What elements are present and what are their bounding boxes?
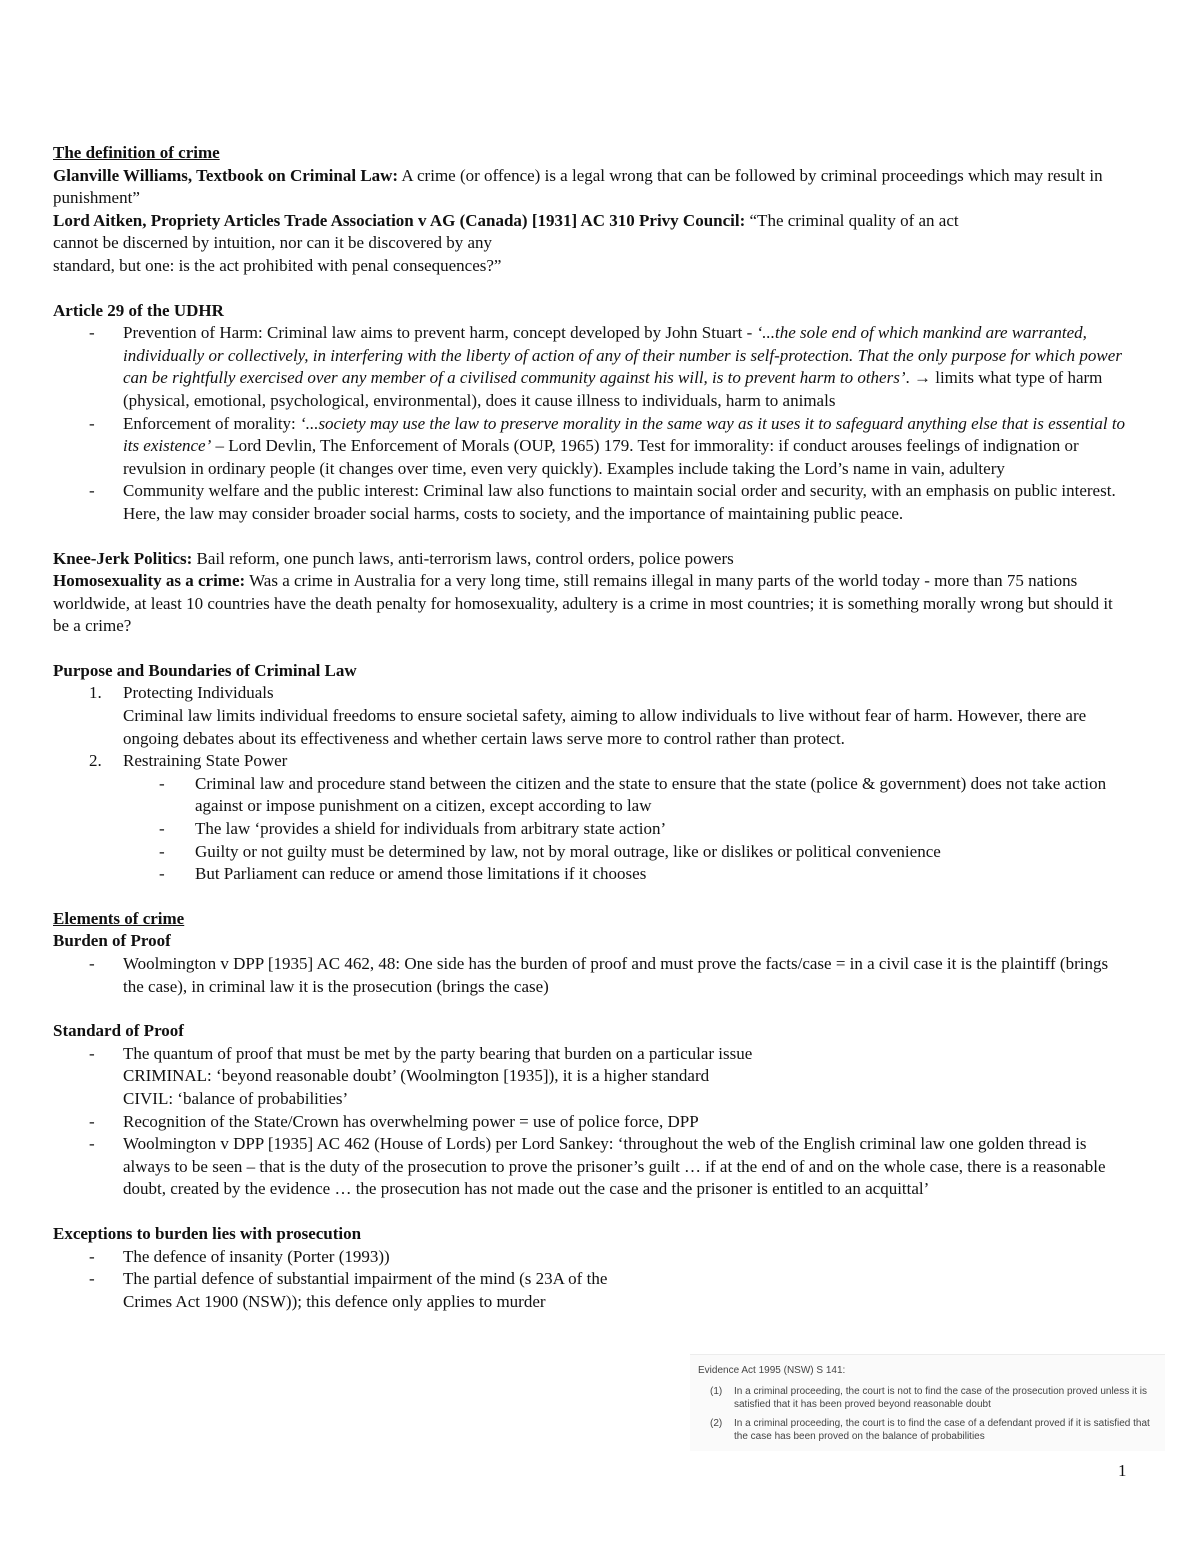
- udhr-item2-text: Enforcement of morality:: [123, 413, 301, 433]
- standard-item1-line3: CIVIL: ‘balance of probabilities’: [123, 1088, 349, 1108]
- list-item: - The law ‘provides a shield for individuals from arbitrary state action’: [53, 818, 1133, 841]
- devlin-quote: ‘...society may use the law to preserve morality in the same way as it uses it to safeguard anything else that is essential to its existence’: [123, 413, 1126, 456]
- list-item: [53, 1043, 1133, 1111]
- list-item: - The defence of insanity (Porter (1993)): [53, 1246, 653, 1269]
- homosexuality-text: Was a crime in Australia for a very long time, still remains illegal in many parts of the world today - more than 75 nations worldwide, at least 10 countries have the death penalty for homosexuality, adultery is a crime in most countries; it is something morally wrong but should it be a crime?: [53, 571, 1113, 636]
- definition-heading: The definition of crime: [53, 143, 220, 162]
- list-item: - The partial defence of substantial impairment of the mind (s 23A of the Crimes Act 1900 (NSW)); this defence only applies to murder: [53, 1268, 653, 1313]
- aitken-line3: standard, but one: is the act prohibited with penal consequences?”: [53, 255, 502, 275]
- purpose-item1-title: Protecting Individuals: [123, 683, 274, 703]
- udhr-item1-note: . → limits what type of harm (physical, emotional, psychological, environmental), does it cause illness to individuals, harm to animals: [123, 368, 1103, 410]
- evidence-item-text: In a criminal proceeding, the court is to find the case of a defendant proved if it is satisfied that the case has been proved on the balance of probabilities: [734, 1418, 1150, 1442]
- list-item: - Recognition of the State/Crown has overwhelming power = use of police force, DPP: [53, 1111, 1133, 1134]
- aitken-label: Lord Aitken, Propriety Articles Trade Association v AG (Canada) [1931] AC 310 Privy Council:: [53, 210, 746, 230]
- list-item: [53, 322, 1133, 412]
- glanville-text: A crime (or offence) is a legal wrong that can be followed by criminal proceedings which may result in punishment”: [53, 165, 1103, 208]
- page-number: 1: [1118, 1461, 1127, 1480]
- list-item: - But Parliament can reduce or amend those limitations if it chooses: [53, 863, 1133, 886]
- state-power-sublist: [53, 773, 1133, 886]
- udhr-heading: Article 29 of the UDHR: [53, 300, 224, 320]
- list-number: 2.: [89, 751, 102, 771]
- list-item: [53, 750, 1133, 886]
- purpose-heading: Purpose and Boundaries of Criminal Law: [53, 660, 357, 680]
- evidence-item-text: In a criminal proceeding, the court is not to find the case of the prosecution proved unless it is satisfied that it has been proved beyond reasonable doubt: [734, 1386, 1148, 1410]
- burden-list: [53, 953, 1133, 998]
- elements-heading: Elements of crime: [53, 908, 185, 928]
- evidence-item-number: (2): [710, 1418, 723, 1429]
- aitken-line1: “The criminal quality of an act: [745, 210, 959, 230]
- list-item: - Criminal law and procedure stand between the citizen and the state to ensure that the state (police & government) does not take action against or impose punishment on a citizen, except according to law: [53, 773, 1133, 818]
- list-item: [53, 682, 1133, 750]
- purpose-list: [53, 682, 1133, 885]
- burden-heading: Burden of Proof: [53, 931, 171, 951]
- standard-item1-line1: The quantum of proof that must be met by the party bearing that burden on a particular issue: [123, 1043, 753, 1063]
- mill-quote: ‘...the sole end of which mankind are warranted, individually or collectively, in interfering with the liberty of action of any of their number is self-protection. That the only purpose for which power can be rightfully exercised over any member of a civilised community against his will, is to prevent harm to others’: [123, 323, 1122, 388]
- purpose-item2-title: Restraining State Power: [123, 751, 288, 771]
- udhr-item2-note: – Lord Devlin, The Enforcement of Morals (OUP, 1965) 179. Test for immorality: if conduct arouses feelings of indignation or revulsion in ordinary people (it changes over time, even very quickly). Examples include taking the Lord’s name in vain, adultery: [123, 436, 1079, 478]
- list-number: 1.: [89, 683, 102, 703]
- knee-jerk-label: Knee-Jerk Politics:: [53, 548, 193, 568]
- exceptions-list: [53, 1246, 653, 1314]
- udhr-list: [53, 322, 1133, 525]
- standard-item1-line2: CRIMINAL: ‘beyond reasonable doubt’ (Woolmington [1935]), it is a higher standard: [123, 1066, 710, 1086]
- glanville-label: Glanville Williams, Textbook on Criminal Law:: [53, 165, 399, 185]
- homosexuality-label: Homosexuality as a crime:: [53, 571, 246, 591]
- list-item: - Woolmington v DPP [1935] AC 462 (House of Lords) per Lord Sankey: ‘throughout the web of the English criminal law one golden thread is always to be seen – that is the duty of the prosecution to prove the prisoner’s guilt … if at the end of and on the whole case, there is a reasonable doubt, created by the evidence … the prosecution has not made out the case and the prisoner is entitled to an acquittal’: [53, 1133, 1133, 1201]
- list-item: - Woolmington v DPP [1935] AC 462, 48: One side has the burden of proof and must prove the facts/case = in a civil case it is the plaintiff (brings the case), in criminal law it is the prosecution (brings the case): [53, 953, 1133, 998]
- evidence-act-excerpt-image: [690, 1354, 1165, 1451]
- purpose-item1-body: Criminal law limits individual freedoms to ensure societal safety, aiming to allow individuals to live without fear of harm. However, there are ongoing debates about its effectiveness and whether certain laws serve more to control rather than protect.: [123, 706, 1087, 748]
- udhr-item3-text: Community welfare and the public interest: Criminal law also functions to maintain social order and security, with an emphasis on public interest. Here, the law may consider broader social harms, costs to society, and the importance of maintaining public peace.: [123, 481, 1116, 523]
- standard-list: [53, 1043, 1133, 1201]
- udhr-item1-text: Prevention of Harm: Criminal law aims to prevent harm, concept developed by John Stuart -: [123, 323, 757, 343]
- standard-heading: Standard of Proof: [53, 1021, 184, 1041]
- exceptions-heading: Exceptions to burden lies with prosecution: [53, 1223, 362, 1243]
- knee-jerk-text: Bail reform, one punch laws, anti-terrorism laws, control orders, police powers: [192, 548, 734, 568]
- aitken-paragraph: [53, 210, 1133, 278]
- glanville-paragraph: [53, 165, 1133, 210]
- list-item: [53, 413, 1133, 481]
- evidence-act-title: Evidence Act 1995 (NSW) S 141:: [698, 1365, 846, 1376]
- knee-jerk-paragraph: [53, 548, 1133, 571]
- list-item: - Guilty or not guilty must be determined by law, not by moral outrage, like or dislikes or political convenience: [53, 841, 1133, 864]
- aitken-line2: cannot be discerned by intuition, nor can it be discovered by any: [53, 233, 493, 253]
- list-item: [53, 480, 1133, 525]
- evidence-item-number: (1): [710, 1386, 723, 1397]
- homosexuality-paragraph: [53, 570, 1133, 638]
- document-body: [53, 142, 1133, 1313]
